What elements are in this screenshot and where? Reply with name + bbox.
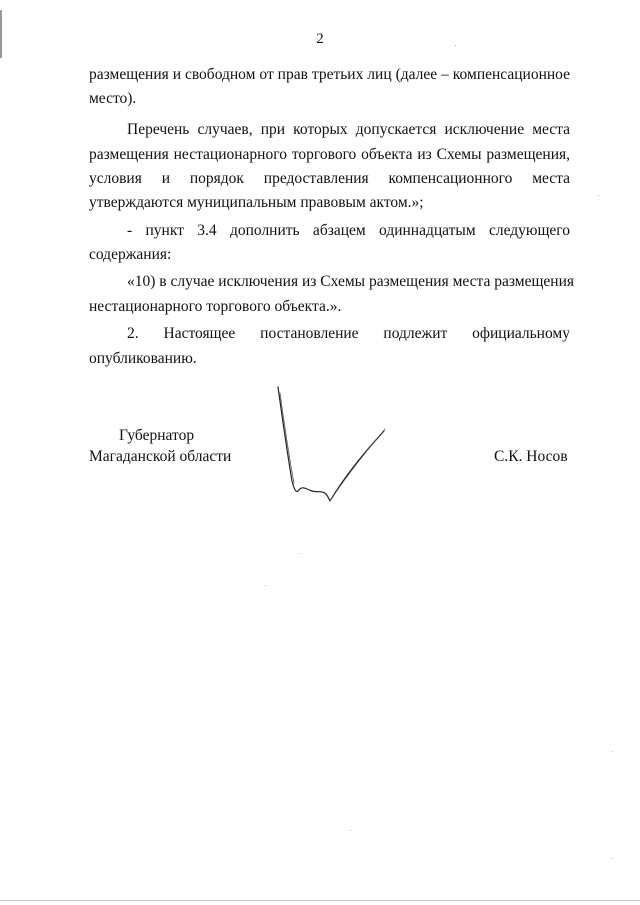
paragraph-line: Перечень случаев, при которых допускается исключение места [127, 121, 570, 138]
scan-speck [300, 553, 301, 554]
paragraph-line: «10) в случае исключения из Схемы размещения места размещения [127, 273, 575, 290]
paragraph-line: место). [89, 90, 137, 107]
scan-speck [265, 585, 266, 586]
scan-edge-mark [0, 10, 2, 58]
scan-speck [455, 45, 456, 46]
page-number: 2 [316, 31, 324, 47]
signatory-position: Губернатор [119, 427, 195, 444]
handwritten-signature [268, 385, 393, 510]
paragraph-line: 2. Настоящее постановление подлежит официальному [127, 325, 570, 342]
scan-speck [350, 830, 351, 831]
paragraph-line: опубликованию. [89, 350, 197, 367]
paragraph-line: - пункт 3.4 дополнить абзацем одиннадцатым следующего [127, 222, 570, 239]
paragraph-line: размещения и свободном от прав третьих лиц (далее – компенсационное [89, 66, 570, 83]
paragraph-line: содержания: [89, 246, 172, 263]
scan-bottom-edge [0, 900, 640, 901]
paragraph-line: размещения нестационарного торгового объекта из Схемы размещения, [89, 146, 570, 163]
scan-speck [612, 858, 613, 859]
paragraph-line: нестационарного торгового объекта.». [89, 298, 342, 315]
scan-speck [612, 751, 613, 752]
signatory-organization: Магаданской области [89, 448, 232, 465]
scan-speck [598, 195, 599, 196]
paragraph-line: условия и порядок предоставления компенсационного места [89, 170, 570, 187]
signatory-name: С.К. Носов [494, 448, 568, 465]
paragraph-line: утверждаются муниципальным правовым актом.»; [89, 194, 424, 211]
